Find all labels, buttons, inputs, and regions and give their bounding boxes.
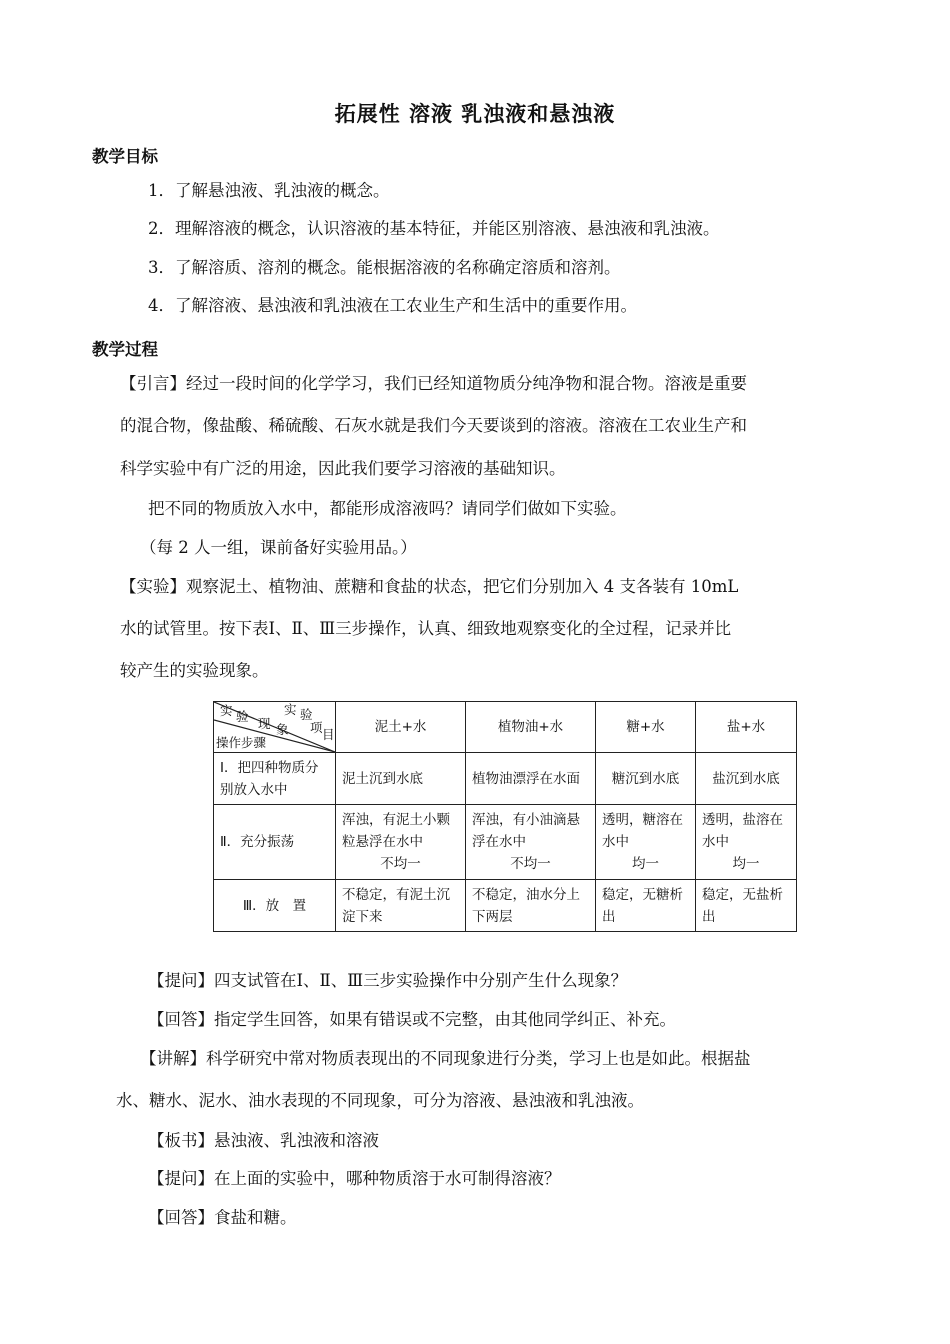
step-cell: Ⅰ．把四种物质分别放入水中 [214, 753, 336, 805]
table-cell: 糖沉到水底 [596, 753, 696, 805]
cell-text: 透明，糖溶在水中 [602, 812, 683, 850]
after-line: 【提问】四支试管在Ⅰ、Ⅱ、Ⅲ三步实验操作中分别产生什么现象？ [148, 971, 628, 990]
table-cell: 盐沉到水底 [696, 753, 797, 805]
column-header: 盐+水 [696, 702, 797, 753]
objective-item: 1．了解悬浊液、乳浊液的概念。 [148, 181, 390, 200]
table-row [214, 753, 797, 805]
corner-label: 目 [322, 727, 335, 742]
after-line: 【板书】悬浊液、乳浊液和溶液 [148, 1131, 379, 1150]
column-header: 植物油+水 [466, 702, 596, 753]
table-cell: 稳定，无糖析出 [596, 880, 696, 932]
corner-label: 象 [276, 722, 289, 737]
after-line: 【回答】食盐和糖。 [148, 1208, 297, 1227]
after-line: 水、糖水、泥水、油水表现的不同现象，可分为溶液、悬浊液和乳浊液。 [116, 1091, 644, 1110]
column-header: 糖+水 [596, 702, 696, 753]
corner-label: 验 [300, 707, 313, 722]
experiment-line: 较产生的实验现象。 [120, 661, 269, 680]
intro-line: 的混合物，像盐酸、稀硫酸、石灰水就是我们今天要谈到的溶液。溶液在工农业生产和 [120, 416, 747, 435]
table-row [214, 805, 797, 880]
corner-label-steps: 操作步骤 [216, 735, 267, 750]
table-row [214, 880, 797, 932]
table-cell: 泥土沉到水底 [336, 753, 466, 805]
after-line: 【讲解】科学研究中常对物质表现出的不同现象进行分类，学习上也是如此。根据盐 [140, 1049, 751, 1068]
section-heading-process: 教学过程 [92, 340, 158, 359]
table-cell: 不稳定，有泥土沉淀下来 [336, 880, 466, 932]
corner-label: 实 [284, 702, 297, 717]
table-cell: 稳定，无盐析出 [696, 880, 797, 932]
group-note: （每 2 人一组，课前备好实验用品。） [140, 538, 417, 557]
table-cell [336, 805, 466, 880]
corner-label: 现 [258, 716, 271, 731]
table-cell [466, 805, 596, 880]
corner-label: 项 [310, 720, 323, 735]
intro-line: 科学实验中有广泛的用途，因此我们要学习溶液的基础知识。 [120, 459, 566, 478]
experiment-line: 【实验】观察泥土、植物油、蔗糖和食盐的状态，把它们分别加入 4 支各装有 10mL [120, 577, 739, 596]
table-cell: 植物油漂浮在水面 [466, 753, 596, 805]
cell-note: 均一 [732, 856, 760, 872]
corner-label: 验 [236, 709, 249, 724]
column-header: 泥土+水 [336, 702, 466, 753]
table-header-row [214, 702, 797, 753]
cell-text: 浑浊，有泥土小颗粒悬浮在水中 [342, 812, 450, 850]
cell-text: 透明，盐溶在水中 [702, 812, 783, 850]
corner-label: 实 [220, 703, 233, 718]
section-heading-objectives: 教学目标 [92, 147, 158, 166]
after-line: 【提问】在上面的实验中，哪种物质溶于水可制得溶液？ [148, 1169, 561, 1188]
step-cell: Ⅱ．充分振荡 [214, 805, 336, 880]
after-line: 【回答】指定学生回答，如果有错误或不完整，由其他同学纠正、补充。 [148, 1010, 676, 1029]
question-line: 把不同的物质放入水中，都能形成溶液吗？请同学们做如下实验。 [148, 499, 627, 518]
cell-text: 浑浊，有小油滴悬浮在水中 [472, 812, 580, 850]
cell-note: 均一 [632, 856, 659, 872]
page-title: 拓展性 溶液 乳浊液和悬浊液 [334, 102, 616, 126]
objective-item: 4．了解溶液、悬浊液和乳浊液在工农业生产和生活中的重要作用。 [148, 296, 637, 315]
experiment-table [213, 701, 797, 932]
objective-item: 2．理解溶液的概念，认识溶液的基本特征，并能区别溶液、悬浊液和乳浊液。 [148, 219, 720, 238]
cell-note: 不均一 [510, 856, 551, 872]
experiment-line: 水的试管里。按下表Ⅰ、Ⅱ、Ⅲ三步操作，认真、细致地观察变化的全过程，记录并比 [120, 619, 732, 638]
table-corner-cell [214, 702, 336, 753]
objective-item: 3．了解溶质、溶剂的概念。能根据溶液的名称确定溶质和溶剂。 [148, 258, 621, 277]
table-cell [696, 805, 797, 880]
table-cell [596, 805, 696, 880]
table-cell: 不稳定，油水分上下两层 [466, 880, 596, 932]
step-cell: Ⅲ．放 置 [214, 880, 336, 932]
intro-line: 【引言】经过一段时间的化学学习，我们已经知道物质分纯净物和混合物。溶液是重要 [120, 374, 747, 393]
cell-note: 不均一 [380, 856, 421, 872]
